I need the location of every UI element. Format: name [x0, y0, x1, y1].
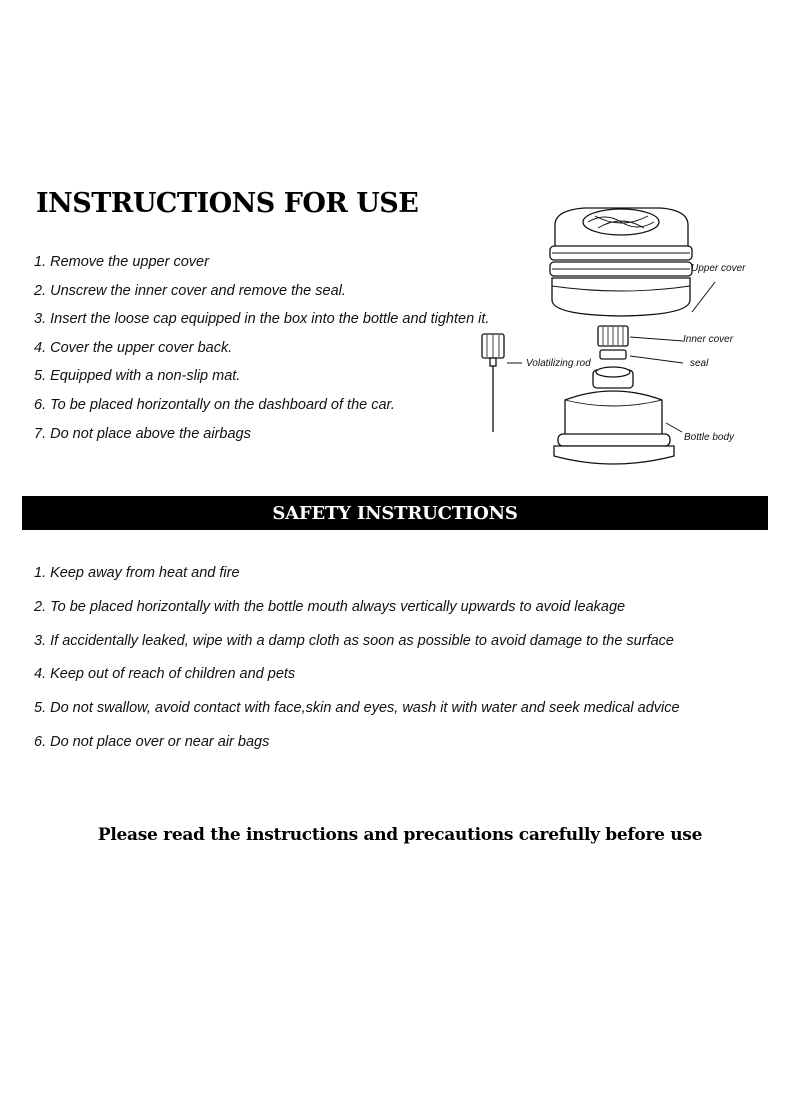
instructions-title: INSTRUCTIONS FOR USE — [36, 188, 419, 219]
safety-item: 4. Keep out of reach of children and pets — [34, 666, 296, 683]
upper-cover-illustration — [550, 208, 692, 316]
instructions-list — [34, 254, 489, 454]
safety-item: 1. Keep away from heat and fire — [34, 565, 240, 581]
instruction-step: 3. Insert the loose cap equipped in the box into the bottle and tighten it. — [34, 311, 490, 328]
label-upper-cover: Upper cover — [691, 263, 746, 274]
footer-note: Please read the instructions and precautions carefully before use — [97, 825, 703, 845]
instruction-step: 2. Unscrew the inner cover and remove the seal. — [34, 282, 346, 299]
safety-header-bar — [22, 496, 768, 530]
bottle-body-illustration — [554, 367, 674, 464]
safety-item: 3. If accidentally leaked, wipe with a damp cloth as soon as possible to avoid damage to the surface — [34, 632, 674, 649]
product-diagram — [470, 200, 770, 500]
inner-cover-illustration — [598, 326, 628, 346]
safety-item: 6. Do not place over or near air bags — [34, 733, 270, 750]
seal-illustration — [600, 350, 626, 359]
instruction-step: 1. Remove the upper cover — [34, 254, 209, 270]
instruction-step: 5. Equipped with a non-slip mat. — [34, 368, 241, 385]
instruction-step: 6. To be placed horizontally on the dashboard of the car. — [34, 396, 395, 413]
volatilizing-rod-illustration — [482, 334, 504, 432]
label-bottle-body: Bottle body — [684, 432, 735, 443]
label-seal: seal — [690, 358, 709, 369]
safety-list — [34, 565, 680, 768]
label-inner-cover: Inner cover — [683, 334, 734, 345]
instruction-step: 7. Do not place above the airbags — [34, 425, 251, 442]
safety-title: SAFETY INSTRUCTIONS — [272, 502, 518, 524]
label-volatilizing-rod: Volatilizing rod — [526, 358, 591, 369]
safety-item: 5. Do not swallow, avoid contact with face,skin and eyes, wash it with water and seek medical advice — [34, 700, 680, 717]
instruction-step: 4. Cover the upper cover back. — [34, 339, 233, 356]
safety-item: 2. To be placed horizontally with the bottle mouth always vertically upwards to avoid leakage — [34, 598, 626, 615]
